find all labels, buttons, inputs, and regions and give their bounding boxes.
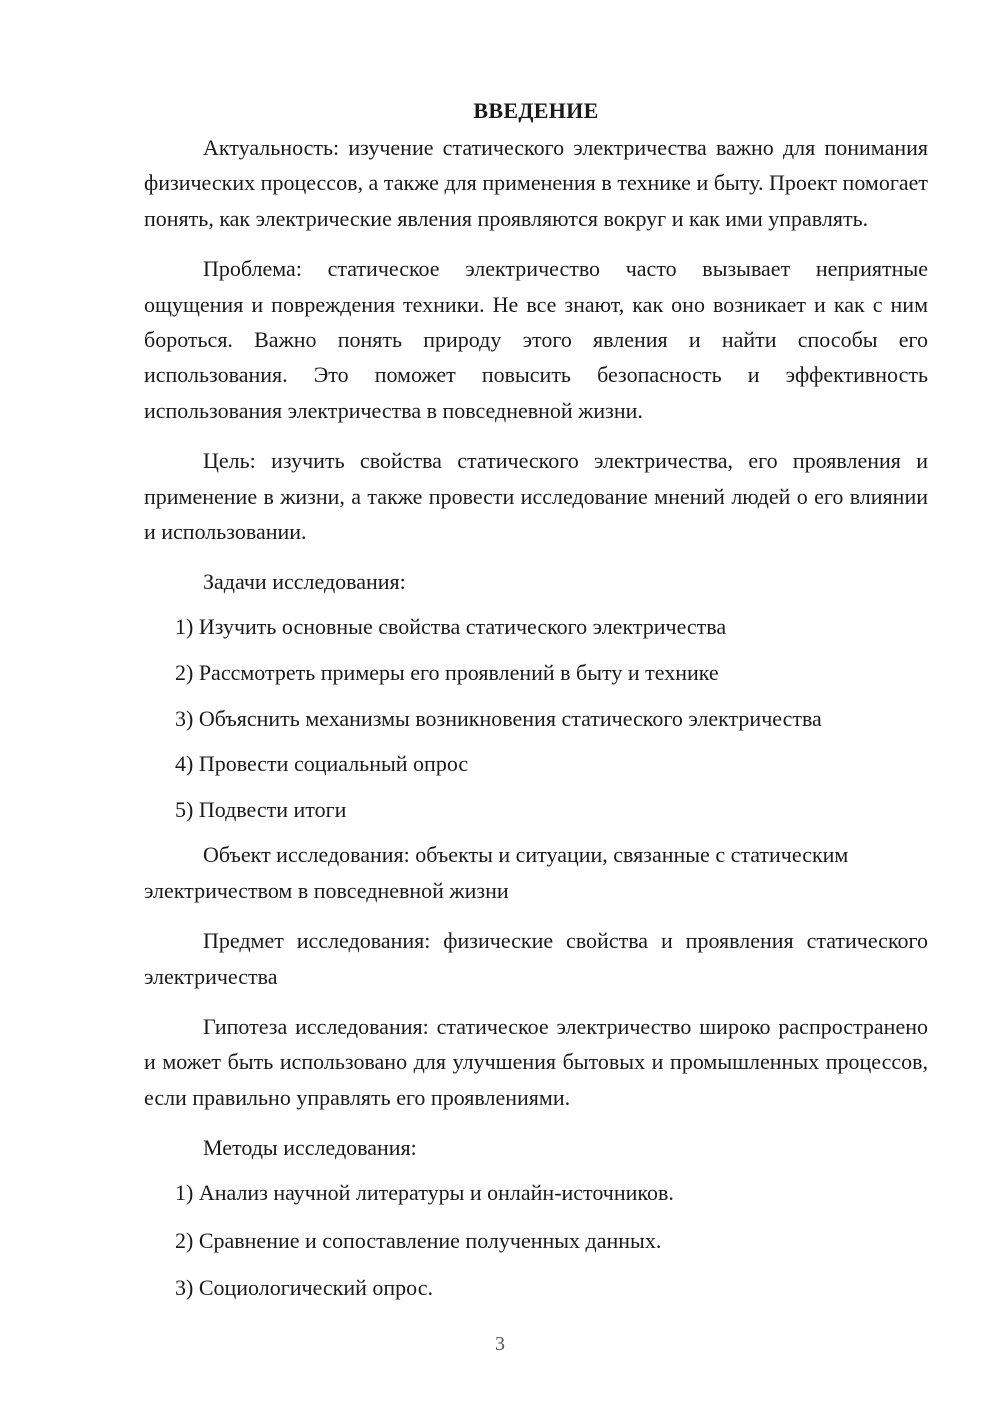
problem-paragraph: Проблема: статическое электричество часто вызывает неприятные ощущения и повреждения техники. Не все знают, как оно возникает и как с ним бороться. Важно понять природу этого явления и найти способы его использования. Это поможет повысить безопасность и эффективность использования электричества в повседневной жизни.: [144, 256, 928, 423]
relevance-paragraph: Актуальность: изучение статического электричества важно для понимания физических процессов, а также для применения в технике и быту. Проект помогает понять, как электрические явления проявляются вокруг и как ими управлять.: [144, 135, 928, 231]
list-item: 2) Сравнение и сопоставление полученных данных.: [175, 1227, 662, 1253]
list-item: 1) Изучить основные свойства статического электричества: [175, 614, 727, 640]
list-item: 2) Рассмотреть примеры его проявлений в быту и технике: [175, 660, 719, 686]
object-paragraph: Объект исследования: объекты и ситуации, связанные с статическим электричеством в повседневной жизни: [144, 842, 849, 903]
tasks-heading: Задачи исследования:: [203, 569, 406, 595]
page-number: 3: [495, 1333, 505, 1355]
methods-heading: Методы исследования:: [203, 1135, 417, 1161]
document-title: ВВЕДЕНИЕ: [473, 98, 599, 123]
hypothesis-paragraph: Гипотеза исследования: статическое электричество широко распространено и может быть использовано для улучшения бытовых и промышленных процессов, если правильно управлять его проявлениями.: [144, 1014, 928, 1110]
document-page: [144, 92, 928, 1317]
tasks-list: [144, 609, 928, 826]
subject-paragraph: Предмет исследования: физические свойства и проявления статического электричества: [144, 928, 928, 989]
list-item: 3) Объяснить механизмы возникновения статического электричества: [175, 705, 822, 731]
list-item: 3) Социологический опрос.: [175, 1275, 433, 1301]
goal-paragraph: Цель: изучить свойства статического электричества, его проявления и применение в жизни, а также провести исследование мнений людей о его влиянии и использовании.: [144, 448, 928, 545]
list-item: 5) Подвести итоги: [175, 796, 347, 822]
list-item: 4) Провести социальный опрос: [175, 751, 469, 777]
methods-list: [144, 1175, 928, 1305]
list-item: 1) Анализ научной литературы и онлайн-источников.: [175, 1180, 674, 1206]
